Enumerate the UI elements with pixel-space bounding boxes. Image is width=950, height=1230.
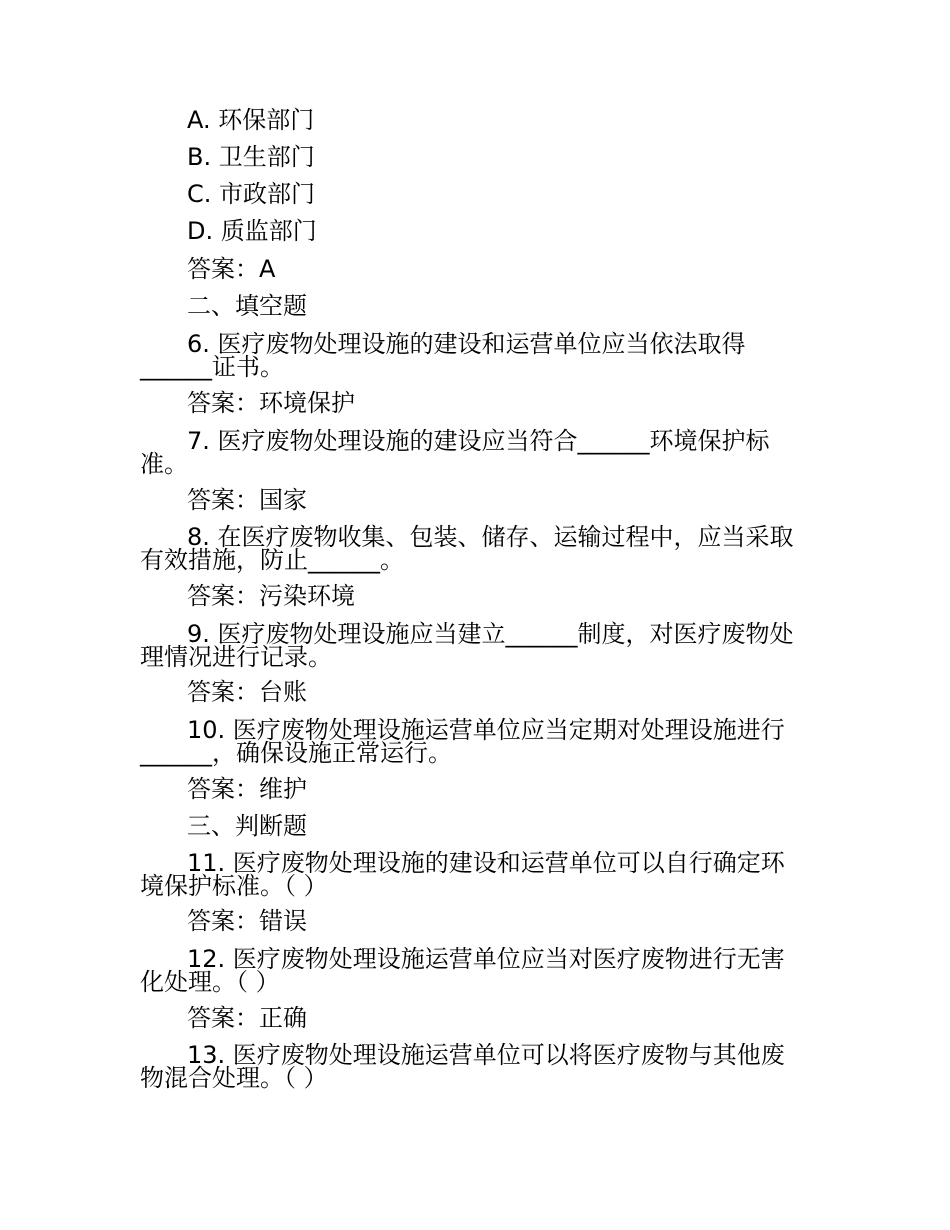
question-9-line-2: 理情况进行记录。 xyxy=(140,643,332,671)
option-b: B. 卫生部门 xyxy=(187,143,315,171)
question-12-line-1: 12. 医疗废物处理设施运营单位应当对医疗废物进行无害 xyxy=(187,945,785,973)
question-13-line-2: 物混合处理。（ ） xyxy=(140,1064,328,1092)
question-6-line-2: ______证书。 xyxy=(140,353,284,381)
question-10-line-1: 10. 医疗废物处理设施运营单位应当定期对处理设施进行 xyxy=(187,716,785,744)
answer-q10: 答案：维护 xyxy=(187,775,307,803)
question-11-line-2: 境保护标准。（ ） xyxy=(140,872,328,900)
question-9-line-1: 9. 医疗废物处理设施应当建立______制度，对医疗废物处 xyxy=(187,620,794,648)
option-d: D. 质监部门 xyxy=(187,217,317,245)
question-7-line-1: 7. 医疗废物处理设施的建设应当符合______环境保护标 xyxy=(187,427,770,455)
question-10-line-2: ______，确保设施正常运行。 xyxy=(140,739,452,767)
answer-q7: 答案：国家 xyxy=(187,486,307,514)
question-8-line-2: 有效措施，防止______。 xyxy=(140,546,404,574)
section-heading-true-false: 三、判断题 xyxy=(187,812,307,840)
option-c: C. 市政部门 xyxy=(187,180,316,208)
answer-q12: 答案：正确 xyxy=(187,1004,307,1032)
question-11-line-1: 11. 医疗废物处理设施的建设和运营单位可以自行确定环 xyxy=(187,849,785,877)
question-6-line-1: 6. 医疗废物处理设施的建设和运营单位应当依法取得 xyxy=(187,330,746,358)
answer-q8: 答案：污染环境 xyxy=(187,582,355,610)
answer-q11: 答案：错误 xyxy=(187,907,307,935)
question-13-line-1: 13. 医疗废物处理设施运营单位可以将医疗废物与其他废 xyxy=(187,1041,785,1069)
section-heading-fill-in: 二、填空题 xyxy=(187,292,307,320)
answer-q5: 答案：A xyxy=(187,255,276,283)
question-7-line-2: 准。 xyxy=(140,450,188,478)
question-12-line-2: 化处理。（ ） xyxy=(140,968,280,996)
answer-q9: 答案：台账 xyxy=(187,678,307,706)
answer-q6: 答案：环境保护 xyxy=(187,389,355,417)
option-a: A. 环保部门 xyxy=(187,106,315,134)
question-8-line-1: 8. 在医疗废物收集、包装、储存、运输过程中，应当采取 xyxy=(187,523,794,551)
